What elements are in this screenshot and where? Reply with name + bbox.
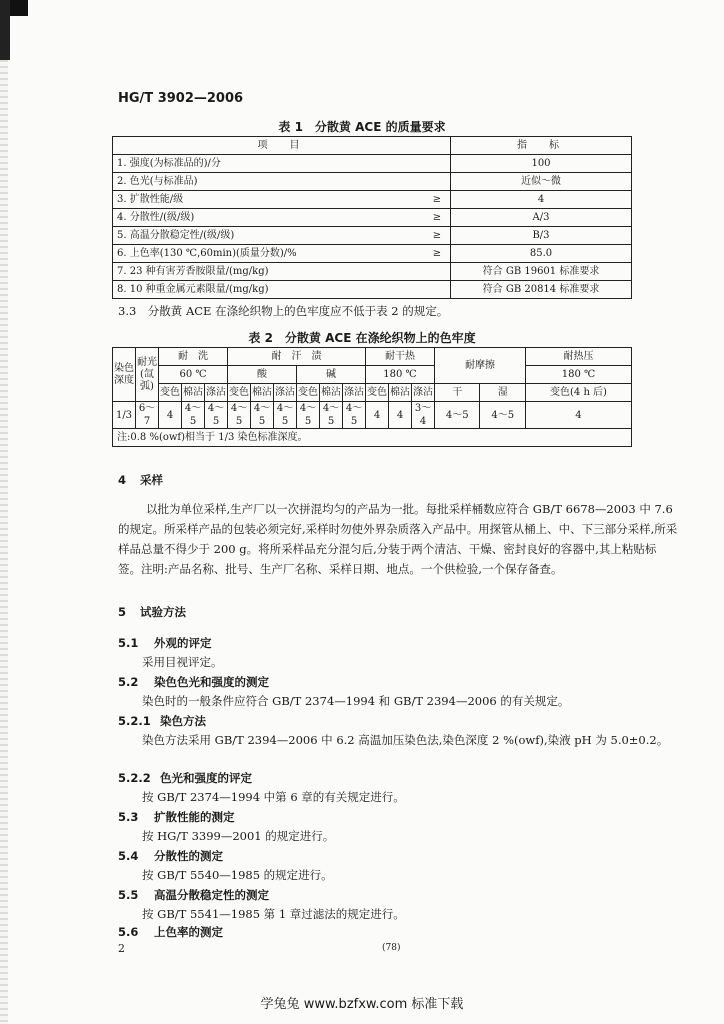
section-4-heading: 4 采样 <box>118 473 163 487</box>
table2-cell: 1/3 <box>113 402 136 429</box>
table1-row <box>113 227 632 245</box>
clause-5-2-heading: 5.2 染色色光和强度的测定 <box>118 675 269 689</box>
footer-watermark: 学兔兔 www.bzfxw.com 标准下载 <box>260 997 464 1012</box>
table1-operator: ≥ <box>424 191 451 209</box>
head-washing-temp: 60 ℃ <box>159 366 228 384</box>
head-alkali-color-change: 变色 <box>297 384 320 402</box>
scan-corner-mark-vertical <box>0 0 10 60</box>
table1-value: 符合 GB 20814 标准要求 <box>451 281 632 299</box>
clause-5-5-heading: 5.5 高温分散稳定性的测定 <box>118 888 269 902</box>
scan-edge-shadow <box>0 60 8 1024</box>
table1-operator: ≥ <box>424 209 451 227</box>
head-hot-press-color-change: 变色(4 h 后) <box>525 384 631 402</box>
table1-operator <box>424 281 451 299</box>
table2-cell: 4～5 <box>435 402 480 429</box>
head-hot-press-temp: 180 ℃ <box>525 366 631 384</box>
head-alkali: 碱 <box>297 366 366 384</box>
table1-row <box>113 191 632 209</box>
table2-cell: 4～5 <box>274 402 297 429</box>
table2-cell: 4～5 <box>228 402 251 429</box>
section-5-heading: 5 试验方法 <box>118 605 186 619</box>
head-dry-heat-temp: 180 ℃ <box>366 366 435 384</box>
table1-body <box>113 155 632 299</box>
head-wash-poly-stain: 涤沾 <box>205 384 228 402</box>
table2-cell: 4 <box>366 402 389 429</box>
clause-5-2-1-heading: 5.2.1 染色方法 <box>118 714 206 728</box>
head-perspiration: 耐 汗 渍 <box>228 348 366 366</box>
clause-5-2-text: 染色时的一般条件应符合 GB/T 2374—1994 和 GB/T 2394—2006 的有关规定。 <box>142 694 570 708</box>
document-header: HG/T 3902—2006 <box>118 91 244 106</box>
head-rubbing: 耐摩擦 <box>435 348 526 384</box>
head-washing: 耐 洗 <box>159 348 228 366</box>
table1-value: 符合 GB 19601 标准要求 <box>451 263 632 281</box>
table1-row <box>113 209 632 227</box>
head-dye-depth: 染色深度 <box>113 348 136 402</box>
table2-note: 注:0.8 %(owf)相当于 1/3 染色标准深度。 <box>113 429 632 447</box>
table2-data-row <box>113 402 632 429</box>
table2-cell: 4～5 <box>320 402 343 429</box>
table1-value: 85.0 <box>451 245 632 263</box>
clause-5-1-heading: 5.1 外观的评定 <box>118 636 212 650</box>
table2-cell: 3～4 <box>412 402 435 429</box>
head-acid-poly-stain: 涤沾 <box>274 384 297 402</box>
head-dryheat-cotton-stain: 棉沾 <box>389 384 412 402</box>
head-acid-cotton-stain: 棉沾 <box>251 384 274 402</box>
table1-operator <box>424 263 451 281</box>
table1-item: 4. 分散性/(级/级) <box>113 209 425 227</box>
table2-header-row-3 <box>113 384 632 402</box>
clause-5-4-heading: 5.4 分散性的测定 <box>118 849 223 863</box>
page-number: 2 <box>118 942 125 955</box>
table2-cell: 4～5 <box>251 402 274 429</box>
head-dry-heat: 耐干热 <box>366 348 435 366</box>
head-dryheat-color-change: 变色 <box>366 384 389 402</box>
table2-cell: 4 <box>159 402 182 429</box>
head-rub-dry: 干 <box>435 384 480 402</box>
table1-value: B/3 <box>451 227 632 245</box>
table2-cell: 4～5 <box>480 402 525 429</box>
table1-item: 1. 强度(为标准品的)/分 <box>113 155 425 173</box>
clause-5-2-2-heading: 5.2.2 色光和强度的评定 <box>118 771 252 785</box>
section-4-text: 以批为单位采样,生产厂以一次拼混均匀的产品为一批。每批采样桶数应符合 GB/T 6678—2003 中 7.6 的规定。所采样产品的包装必须完好,采样时勿使外界杂质落入产品中。用探管从桶上、中、下三部分采样,所采样品总量不得少于 200 g。将所采样品充分混匀后,分装于两个清洁、干燥、密封良好的容器中,其上粘贴标签。注明:产品名称、批号、生产厂名称、采样日期、地点。一个供检验,一个保存备查。 <box>118 502 678 576</box>
table1-operator: ≥ <box>424 245 451 263</box>
clause-5-1-text: 采用目视评定。 <box>142 655 223 669</box>
table1-value: 近似～微 <box>451 173 632 191</box>
table1-item: 2. 色光(与标准品) <box>113 173 425 191</box>
clause-5-3-heading: 5.3 扩散性能的测定 <box>118 810 235 824</box>
table2-note-row <box>113 429 632 447</box>
table2-caption: 表 2 分散黄 ACE 在涤纶织物上的色牢度 <box>248 331 476 345</box>
table2-cell: 4～5 <box>297 402 320 429</box>
table2-header-row-2 <box>113 366 632 384</box>
table1-caption: 表 1 分散黄 ACE 的质量要求 <box>278 120 446 134</box>
table2-cell: 4～5 <box>205 402 228 429</box>
table1-value: A/3 <box>451 209 632 227</box>
head-dryheat-poly-stain: 涤沾 <box>412 384 435 402</box>
head-rub-wet: 湿 <box>480 384 525 402</box>
clause-5-6-heading: 5.6 上色率的测定 <box>118 925 223 939</box>
head-wash-color-change: 变色 <box>159 384 182 402</box>
table1-item: 5. 高温分散稳定性/(级/级) <box>113 227 425 245</box>
table1-row <box>113 263 632 281</box>
table1-value: 4 <box>451 191 632 209</box>
table1-head-item: 项 目 <box>113 137 451 155</box>
table1-value: 100 <box>451 155 632 173</box>
table2-header-row-1 <box>113 348 632 366</box>
table1-item: 6. 上色率(130 ℃,60min)(质量分数)/% <box>113 245 425 263</box>
table1-item: 7. 23 种有害芳香胺限量/(mg/kg) <box>113 263 425 281</box>
table1-item: 3. 扩散性能/级 <box>113 191 425 209</box>
clause-3-3: 3.3 分散黄 ACE 在涤纶织物上的色牢度应不低于表 2 的规定。 <box>118 304 449 318</box>
table2-cell: 4 <box>389 402 412 429</box>
table1-header-row <box>113 137 632 155</box>
table2-cell: 6～7 <box>136 402 159 429</box>
table1-operator <box>424 173 451 191</box>
head-acid-color-change: 变色 <box>228 384 251 402</box>
color-fastness-table <box>112 347 632 447</box>
clause-5-3-text: 按 HG/T 3399—2001 的规定进行。 <box>142 829 335 843</box>
head-hot-press: 耐热压 <box>525 348 631 366</box>
table1-operator <box>424 155 451 173</box>
table1-operator: ≥ <box>424 227 451 245</box>
quality-requirements-table <box>112 136 632 299</box>
clause-5-2-1-text: 染色方法采用 GB/T 2394—2006 中 6.2 高温加压染色法,染色深度 2 %(owf),染液 pH 为 5.0±0.2。 <box>142 733 669 747</box>
table2-cell: 4～5 <box>182 402 205 429</box>
clause-5-2-2-text: 按 GB/T 2374—1994 中第 6 章的有关规定进行。 <box>142 790 405 804</box>
head-light-fastness: 耐光(氙弧) <box>136 348 159 402</box>
table2-cell: 4～5 <box>343 402 366 429</box>
table2-cell: 4 <box>525 402 631 429</box>
table1-head-value: 指 标 <box>451 137 632 155</box>
table1-item: 8. 10 种重金属元素限量/(mg/kg) <box>113 281 425 299</box>
table1-row <box>113 155 632 173</box>
page-sequence: (78) <box>382 943 401 953</box>
head-alkali-cotton-stain: 棉沾 <box>320 384 343 402</box>
clause-5-5-text: 按 GB/T 5541—1985 第 1 章过滤法的规定进行。 <box>142 907 405 921</box>
clause-5-4-text: 按 GB/T 5540—1985 的规定进行。 <box>142 868 333 882</box>
head-wash-cotton-stain: 棉沾 <box>182 384 205 402</box>
head-acid: 酸 <box>228 366 297 384</box>
table1-row <box>113 245 632 263</box>
table1-row <box>113 173 632 191</box>
table1-row <box>113 281 632 299</box>
head-alkali-poly-stain: 涤沾 <box>343 384 366 402</box>
